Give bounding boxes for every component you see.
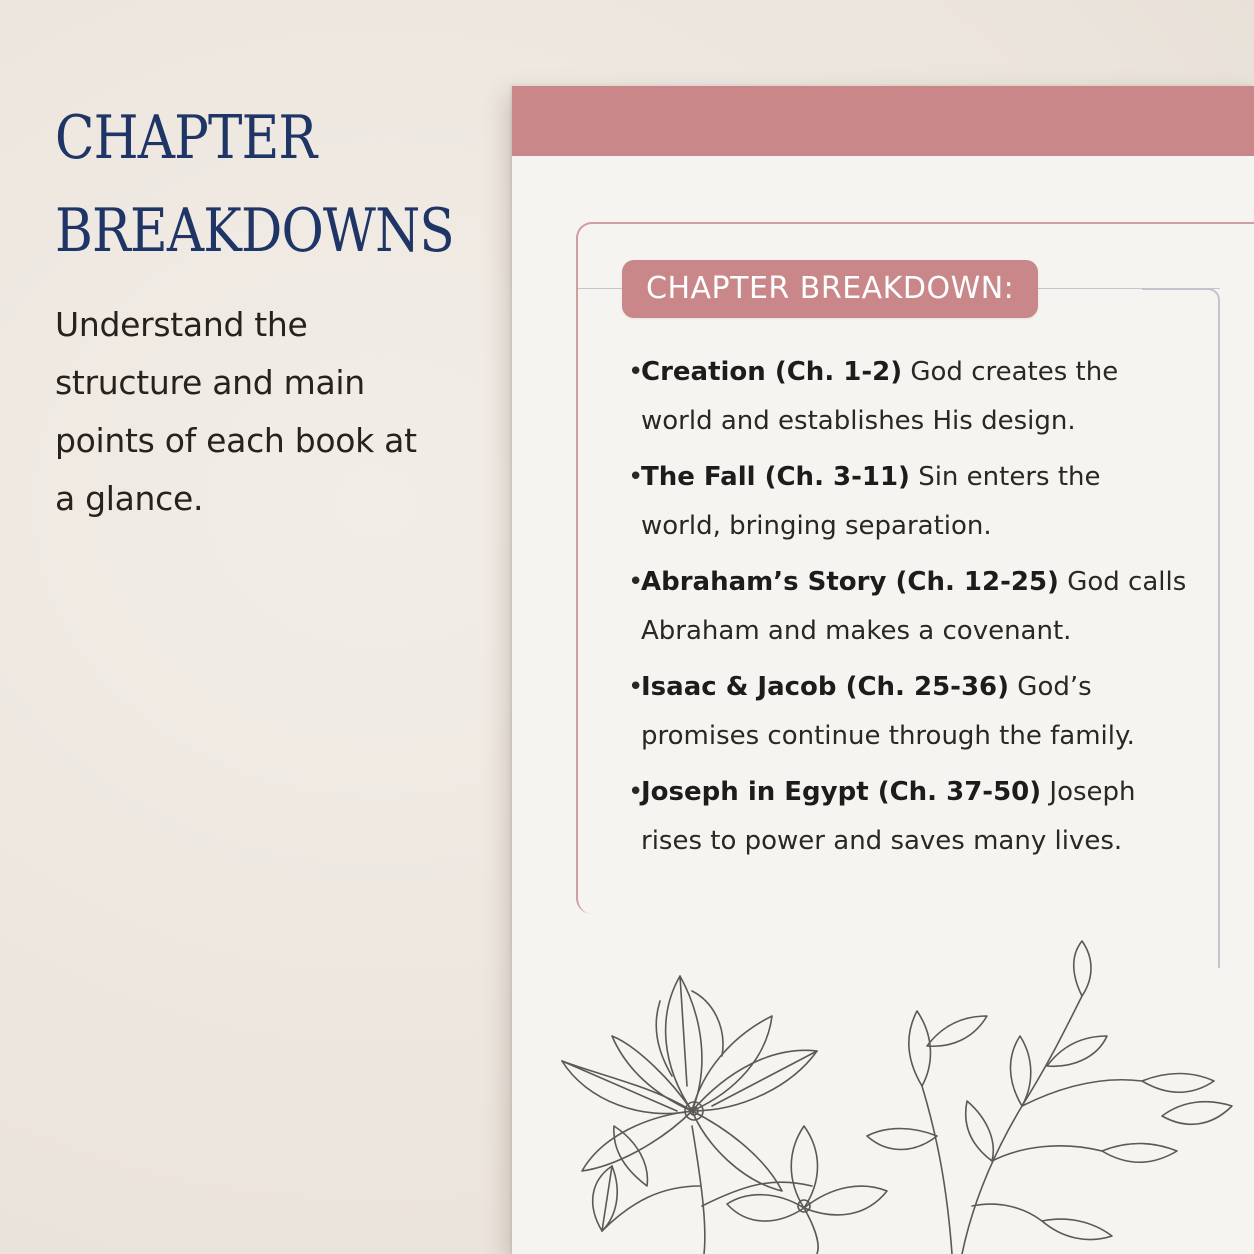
chapter-description: God’s promises continue through the family.: [641, 672, 1135, 751]
headline-subtext: Understand the structure and main points of each book at a glance.: [55, 305, 417, 518]
chapter-title: The Fall (Ch. 3-11): [641, 462, 910, 492]
chapter-item: [628, 453, 1188, 551]
leafy-branch-icon: [867, 941, 1232, 1254]
chapter-description: God creates the world and establishes His design.: [641, 357, 1119, 436]
chapter-description: God calls Abraham and makes a covenant.: [641, 567, 1187, 646]
chapter-description: Sin enters the world, bringing separation.: [641, 462, 1101, 541]
chapter-item: [628, 348, 1188, 446]
chapter-title: Joseph in Egypt (Ch. 37-50): [641, 777, 1042, 807]
page-headline: [55, 92, 454, 278]
chapter-description: Joseph rises to power and saves many lives.: [641, 777, 1136, 856]
page-header-band: [512, 86, 1254, 156]
chapter-item: [628, 558, 1188, 656]
section-title-badge: CHAPTER BREAKDOWN:: [622, 260, 1038, 318]
small-flower-icon: [727, 1126, 887, 1254]
chapter-title: Abraham’s Story (Ch. 12-25): [641, 567, 1059, 597]
chapter-item: [628, 768, 1188, 866]
large-flower-icon: [562, 976, 817, 1191]
floral-illustration-svg: [542, 886, 1254, 1254]
chapter-title: Isaac & Jacob (Ch. 25-36): [641, 672, 1010, 702]
chapter-title: Creation (Ch. 1-2): [641, 357, 903, 387]
floral-line-art-illustration: [542, 886, 1254, 1254]
chapter-list: [628, 348, 1188, 873]
headline-line-1: CHAPTER: [55, 103, 317, 173]
chapter-item: [628, 663, 1188, 761]
headline-line-2: BREAKDOWNS: [55, 196, 454, 266]
planner-page: [512, 86, 1254, 1254]
